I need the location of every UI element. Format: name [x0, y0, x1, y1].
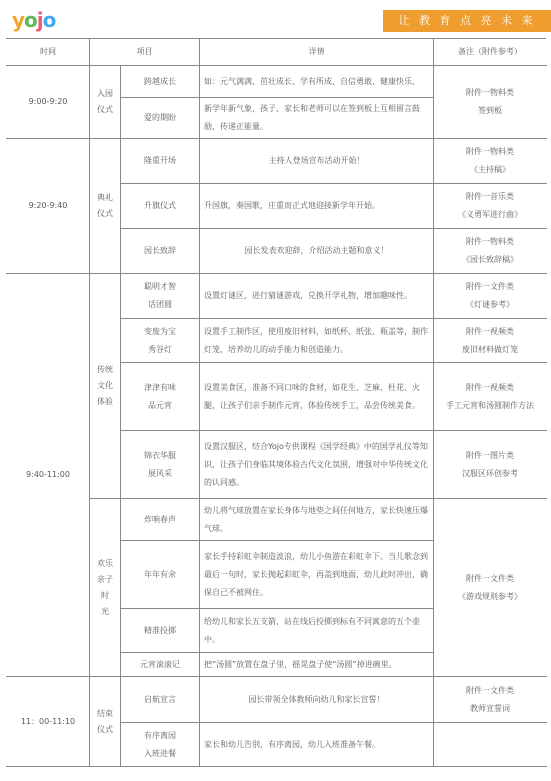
header-detail: 详情	[200, 39, 434, 66]
item-cell: 隆重开场	[121, 139, 200, 184]
note-cell: 附件一文件类 《灯谜参考》	[434, 274, 547, 319]
header-bar	[0, 0, 551, 38]
note-cell: 附件一文件类 教师宣誓词	[434, 677, 547, 723]
detail-cell: 家长手持彩虹伞制造波浪，幼儿小鱼游在彩虹伞下。当儿歌念到最后一句时，家长抛起彩虹伞，再盖到地面，幼儿此时冲出，确保自己不被网住。	[200, 541, 434, 609]
schedule-table	[6, 38, 547, 767]
detail-cell: 园长带领全体教师向幼儿和家长宣誓！	[200, 677, 434, 723]
table-row	[7, 139, 547, 184]
detail-cell: 如：元气满满、茁壮成长、学有所成、自信勇敢、健康快乐、	[200, 66, 434, 98]
time-cell: 9:00-9:20	[7, 66, 90, 139]
note-cell: 附件一文件类 《游戏规则参考》	[434, 499, 547, 677]
item-cell: 有序离园 入班进餐	[121, 723, 200, 767]
detail-cell: 设置汉服区，结合Yojo专供课程《国学经典》中的国学礼仪等知识，让孩子们身临其境体验古代文化氛围，增强对中华传统文化的认同感。	[200, 431, 434, 499]
category-cell: 典礼 仪式	[90, 139, 121, 274]
detail-cell: 园长发表欢迎辞，介绍活动主题和意义！	[200, 229, 434, 274]
note-cell: 附件一物料类 《主持稿》	[434, 139, 547, 184]
time-cell: 9:20-9:40	[7, 139, 90, 274]
note-cell: 附件一物料类 签到板	[434, 66, 547, 139]
category-cell: 欢乐 亲子 时 光	[90, 499, 121, 677]
slogan-banner: 让 教 育 点 亮 未 来	[383, 10, 551, 32]
item-cell: 津津有味 品元宵	[121, 363, 200, 431]
item-cell: 锦衣华服 展风采	[121, 431, 200, 499]
note-cell: 附件一音乐类 《义勇军进行曲》	[434, 184, 547, 229]
item-cell: 炸响春声	[121, 499, 200, 541]
table-header-row	[7, 39, 547, 66]
detail-cell: 家长和幼儿告别，有序离园，幼儿入班准备午餐。	[200, 723, 434, 767]
header-item: 项目	[90, 39, 200, 66]
detail-cell: 主持人登场宣布活动开始！	[200, 139, 434, 184]
item-cell: 升旗仪式	[121, 184, 200, 229]
category-cell: 传统 文化 体验	[90, 274, 121, 499]
table-row	[7, 677, 547, 723]
category-cell: 入园 仪式	[90, 66, 121, 139]
header-note: 备注（附件参考）	[434, 39, 547, 66]
detail-cell: 设置灯谜区，进行猜谜游戏，兑换开学礼物，增加趣味性。	[200, 274, 434, 319]
item-cell: 爱的期盼	[121, 98, 200, 139]
detail-cell: 幼儿将气球放置在家长身体与地垫之间任何地方，家长快速压爆气球。	[200, 499, 434, 541]
time-cell: 11：00-11:10	[7, 677, 90, 767]
note-cell: 附件一物料类 《园长致辞稿》	[434, 229, 547, 274]
detail-cell: 把“汤圆”放置在盘子里，摇晃盘子使“汤圆”掉进碗里。	[200, 653, 434, 677]
item-cell: 园长致辞	[121, 229, 200, 274]
detail-cell: 新学年新气象，孩子、家长和老师可以在签到板上互相留言鼓励，传递正能量。	[200, 98, 434, 139]
detail-cell: 升国旗，奏国歌，庄重而正式地迎接新学年开始。	[200, 184, 434, 229]
note-cell: 附件一视频类 手工元宵和汤圆制作方法	[434, 363, 547, 431]
note-cell	[434, 723, 547, 767]
time-cell: 9:40-11:00	[7, 274, 90, 677]
note-cell: 附件一图片类 汉服区环创参考	[434, 431, 547, 499]
item-cell: 启航宣言	[121, 677, 200, 723]
header-time: 时间	[7, 39, 90, 66]
detail-cell: 设置手工制作区，使用废旧材料，如纸杯、纸张、瓶盖等，制作灯笼，培养幼儿的动手能力和创造能力。	[200, 319, 434, 363]
category-cell: 结束 仪式	[90, 677, 121, 767]
item-cell: 精准投掷	[121, 609, 200, 653]
yojo-logo: yojo	[12, 8, 56, 32]
item-cell: 跨越成长	[121, 66, 200, 98]
table-row	[7, 274, 547, 319]
detail-cell: 给幼儿和家长五支箭，站在线后投掷到标有不同寓意的五个壶中。	[200, 609, 434, 653]
item-cell: 元宵滚滚记	[121, 653, 200, 677]
item-cell: 年年有余	[121, 541, 200, 609]
detail-cell: 设置美食区，准备不同口味的食材，如花生、芝麻、杜花、火腿，让孩子们亲手制作元宵，体验传统手工，品尝传统美食。	[200, 363, 434, 431]
table-row	[7, 66, 547, 98]
item-cell: 变废为宝 秀谷灯	[121, 319, 200, 363]
item-cell: 聪明才智 话团圆	[121, 274, 200, 319]
note-cell: 附件一视频类 废旧材料做灯笼	[434, 319, 547, 363]
